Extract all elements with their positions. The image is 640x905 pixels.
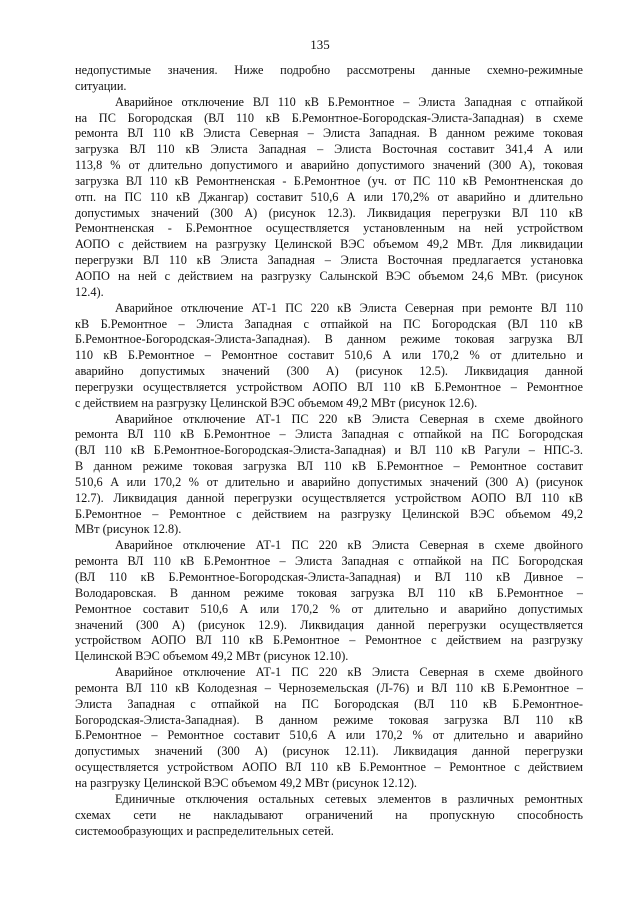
- paragraph: [75, 538, 583, 665]
- text-line: ремонта ВЛ 110 кВ Элиста Северная – Элиста Западная. В данном режиме токовая: [75, 126, 583, 141]
- text-line: системообразующих и распределительных сетей.: [75, 823, 334, 838]
- text-line: 510,6 А или 170,2 % от длительно и аварийно допустимых значений (300 А) (рисунок: [75, 474, 583, 489]
- paragraph: [75, 665, 583, 792]
- text-line: АОПО с действием на разгрузку Целинской ВЭС объемом 49,2 МВт. Для ликвидации: [75, 237, 583, 252]
- text-line: значений (300 А) (рисунок 12.9). Ликвидация данной перегрузки осуществляется: [75, 617, 583, 632]
- text-line: Богородская-Элиста-Западная). В данном режиме токовая загрузка ВЛ 110 кВ: [75, 712, 583, 727]
- text-line: (ВЛ 110 кВ Б.Ремонтное-Богородская-Элиста-Западная) и ВЛ 110 кВ Рагули – НПС-3.: [75, 443, 583, 458]
- page-body: [75, 63, 583, 839]
- text-line: Аварийное отключение АТ-1 ПС 220 кВ Элиста Северная при ремонте ВЛ 110: [115, 300, 583, 315]
- text-line: на разгрузку Целинской ВЭС объемом 49,2 МВт (рисунок 12.12).: [75, 775, 418, 790]
- text-line: ремонта ВЛ 110 кВ Б.Ремонтное – Элиста Западная с отпайкой на ПС Богородская: [75, 554, 583, 569]
- text-line: схемах сети не накладывают ограничений на пропускную способность: [75, 807, 583, 822]
- text-line: устройством АОПО ВЛ 110 кВ Б.Ремонтное – Ремонтное с действием на разгрузку: [75, 633, 583, 648]
- text-line: аварийно допустимых значений (300 А) (рисунок 12.5). Ликвидация данной: [75, 364, 583, 379]
- text-line: Целинской ВЭС объемом 49,2 МВт (рисунок 12.10).: [75, 649, 349, 664]
- text-line: Аварийное отключение ВЛ 110 кВ Б.Ремонтное – Элиста Западная с отпайкой: [115, 94, 583, 109]
- text-line: Ремонтное составит 510,6 А или 170,2 % от длительно и аварийно допустимых: [75, 601, 583, 616]
- text-line: с действием на разгрузку Целинской ВЭС объемом 49,2 МВт (рисунок 12.6).: [75, 395, 478, 410]
- text-line: недопустимые значения. Ниже подробно рассмотрены данные схемно-режимные: [75, 63, 583, 77]
- text-line: (ВЛ 110 кВ Б.Ремонтное-Богородская-Элиста-Западная) и ВЛ 110 кВ Дивное –: [75, 570, 583, 584]
- paragraph: [75, 63, 583, 95]
- text-line: Б.Ремонтное-Богородская-Элиста-Западная). В данном режиме токовая загрузка ВЛ: [75, 332, 583, 347]
- text-line: допустимых значений (300 А) (рисунок 12.3). Ликвидация перегрузки ВЛ 110 кВ: [75, 205, 583, 220]
- text-line: В данном режиме токовая загрузка ВЛ 110 кВ Б.Ремонтное – Ремонтное составит: [75, 459, 583, 474]
- text-line: ремонта ВЛ 110 кВ Колодезная – Черноземельская (Л-76) и ВЛ 110 кВ Б.Ремонтное –: [75, 680, 583, 695]
- text-line: отп. на ПС 110 кВ Джангар) составит 510,6 А или 170,2% от аварийно и длительно: [75, 189, 583, 204]
- text-line: кВ Б.Ремонтное – Элиста Западная с отпайкой на ПС Богородская (ВЛ 110 кВ: [75, 316, 583, 331]
- text-line: ремонта ВЛ 110 кВ Б.Ремонтное – Элиста Западная с отпайкой на ПС Богородская: [75, 427, 583, 442]
- text-line: 12.4).: [75, 284, 104, 299]
- text-line: перегрузки осуществляется устройством АОПО ВЛ 110 кВ Б.Ремонтное – Ремонтное: [75, 379, 583, 394]
- paragraph: [75, 792, 583, 840]
- text-line: Ремонтненская - Б.Ремонтное осуществляется установленным на ней устройством: [75, 221, 583, 236]
- text-line: МВт (рисунок 12.8).: [75, 522, 182, 537]
- text-line: допустимых значений (300 А) (рисунок 12.11). Ликвидация данной перегрузки: [75, 744, 583, 759]
- paragraph: [75, 301, 583, 412]
- text-line: Володаровская. В данном режиме токовая загрузка ВЛ 110 кВ Б.Ремонтное –: [75, 585, 583, 600]
- text-line: Аварийное отключение АТ-1 ПС 220 кВ Элиста Северная в схеме двойного: [115, 538, 583, 553]
- text-line: Элиста Западная с отпайкой на ПС Богородская (ВЛ 110 кВ Б.Ремонтное-: [75, 696, 583, 711]
- text-line: 12.7). Ликвидация данной перегрузки осуществляется устройством АОПО ВЛ 110 кВ: [75, 490, 583, 505]
- text-line: загрузка ВЛ 110 кВ Ремонтненская - Б.Ремонтное (уч. от ПС 110 кВ Ремонтненская до: [75, 173, 583, 188]
- text-line: Аварийное отключение АТ-1 ПС 220 кВ Элиста Северная в схеме двойного: [115, 411, 583, 426]
- text-line: Аварийное отключение АТ-1 ПС 220 кВ Элиста Северная в схеме двойного: [115, 665, 583, 680]
- page-number: 135: [310, 37, 330, 52]
- text-line: ситуации.: [75, 78, 127, 93]
- text-line: осуществляется устройством АОПО ВЛ 110 кВ Б.Ремонтное – Ремонтное с действием: [75, 760, 583, 775]
- text-line: Б.Ремонтное – Ремонтное составит 510,6 А или 170,2 % от длительно и аварийно: [75, 728, 583, 743]
- text-line: перегрузки ВЛ 110 кВ Элиста Западная – Элиста Восточная предлагается установка: [75, 253, 583, 268]
- text-line: на ПС Богородская (ВЛ 110 кВ Б.Ремонтное-Богородская-Элиста-Западная) в схеме: [75, 110, 583, 125]
- text-line: Б.Ремонтное – Ремонтное с действием на разгрузку Целинской ВЭС объемом 49,2: [75, 506, 583, 521]
- text-line: загрузка ВЛ 110 кВ Элиста Западная – Элиста Восточная составит 341,4 А или: [75, 142, 583, 157]
- paragraph: [75, 412, 583, 539]
- text-line: 110 кВ Б.Ремонтное – Ремонтное составит 510,6 А или 170,2 % от длительно и: [75, 348, 583, 363]
- paragraph: [75, 95, 583, 301]
- text-line: АОПО на ней с действием на разгрузку Салынской ВЭС объемом 24,6 МВт. (рисунок: [75, 268, 583, 283]
- text-line: 113,8 % от длительно допустимого и аварийно допустимого значений (300 А), токовая: [75, 158, 583, 173]
- text-line: Единичные отключения остальных сетевых элементов в различных ремонтных: [115, 791, 583, 806]
